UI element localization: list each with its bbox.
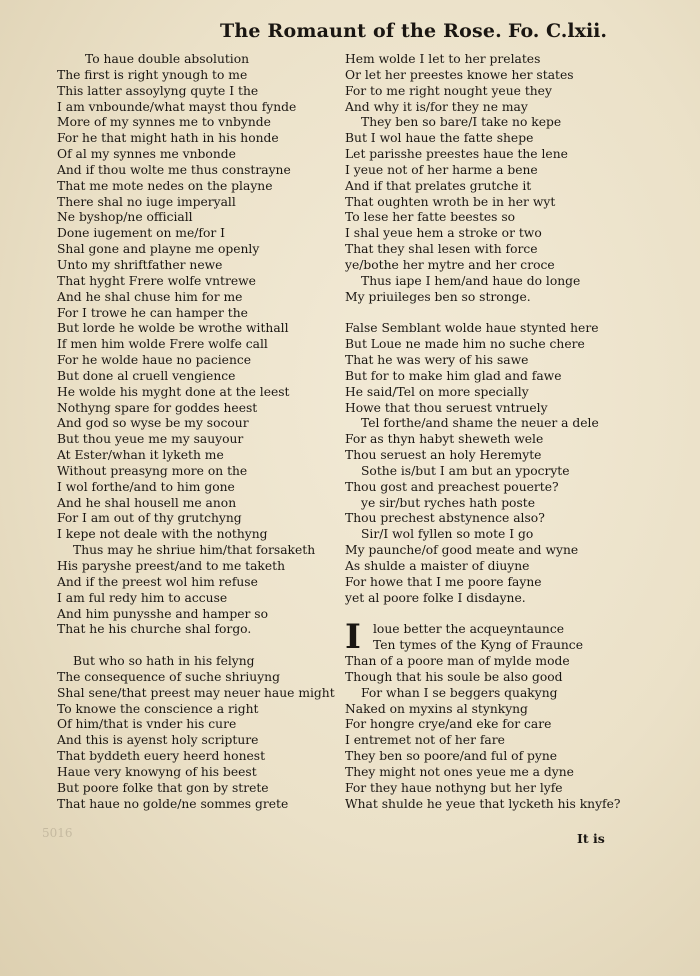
verse-line: And he shal chuse him for me	[57, 289, 243, 304]
verse-line: What shulde he yeue that lycketh his knyfe?	[345, 796, 621, 811]
verse-line: I am ful redy him to accuse	[57, 590, 228, 605]
verse-line: They might not ones yeue me a dyne	[345, 764, 574, 779]
verse-line: Sir/I wol fyllen so mote I go	[361, 527, 534, 542]
verse-line: For he wolde haue no pacience	[57, 353, 252, 368]
verse-line: Let parisshe preestes haue the lene	[345, 147, 568, 162]
verse-line: False Semblant wolde haue stynted here	[345, 321, 599, 336]
verse-line: Thou prechest abstynence also?	[345, 511, 545, 526]
verse-line: This latter assoylyng quyte I the	[57, 83, 259, 98]
verse-line: Shal sene/that preest may neuer haue might	[57, 685, 335, 700]
verse-line: I kepe not deale with the nothyng	[57, 527, 268, 542]
verse-line: But Loue ne made him no suche chere	[345, 337, 585, 352]
verse-line: Ne byshop/ne officiall	[57, 210, 193, 225]
verse-line: But poore folke that gon by strete	[57, 780, 269, 795]
verse-line: But thou yeue me my sauyour	[57, 432, 244, 447]
verse-line: Shal gone and playne me openly	[57, 242, 260, 257]
verse-line: But for to make him glad and fawe	[345, 368, 562, 383]
left-text-column	[57, 52, 335, 813]
verse-line: And if thou wolte me thus constrayne	[57, 162, 291, 177]
verse-line: Without preasyng more on the	[57, 463, 248, 478]
bleed-through-mark: 5016	[42, 826, 73, 840]
verse-line: As shulde a maister of diuyne	[345, 559, 530, 573]
verse-line: He said/Tel on more specially	[345, 384, 529, 399]
verse-line: For I am out of thy grutchyng	[57, 511, 242, 526]
verse-line: For hongre crye/and eke for care	[345, 717, 552, 732]
verse-line: There shal no iuge imperyall	[57, 194, 236, 209]
verse-line: To knowe the conscience a right	[57, 701, 259, 716]
verse-line: His paryshe preest/and to me taketh	[57, 559, 286, 573]
verse-line: But lorde he wolde be wrothe withall	[57, 321, 289, 336]
verse-line: The first is right ynough to me	[57, 67, 248, 82]
verse-line: Thus may he shriue him/that forsaketh	[73, 543, 316, 558]
verse-line: And him punysshe and hamper so	[57, 606, 268, 621]
verse-line: To haue double absolution	[85, 52, 250, 66]
verse-line: That oughten wroth be in her wyt	[345, 194, 556, 209]
verse-line: Thou gost and preachest pouerte?	[345, 479, 559, 494]
verse-line: I shal yeue hem a stroke or two	[345, 226, 542, 241]
verse-line: To lese her fatte beestes so	[345, 210, 516, 225]
verse-line: The consequence of suche shriuyng	[57, 669, 280, 684]
verse-line: Though that his soule be also good	[345, 669, 563, 684]
verse-line: And if the preest wol him refuse	[57, 574, 258, 589]
verse-line: That haue no golde/ne sommes grete	[57, 796, 289, 811]
verse-line: For they haue nothyng but her lyfe	[345, 780, 563, 795]
verse-line: Howe that thou seruest vntruely	[345, 400, 548, 415]
verse-line: I wol forthe/and to him gone	[57, 479, 235, 494]
verse-line: For whan I se beggers quakyng	[361, 685, 558, 700]
verse-line: But done al cruell vengience	[57, 368, 236, 383]
verse-line: Or let her preestes knowe her states	[345, 67, 574, 82]
verse-line: Ten tymes of the Kyng of Fraunce	[373, 638, 583, 653]
verse-line-remainder: loue better the acqueyntaunce	[373, 622, 565, 637]
stanza-gap	[345, 306, 613, 322]
verse-line: Nothyng spare for goddes heest	[57, 400, 258, 415]
verse-line: And god so wyse be my socour	[57, 416, 249, 431]
verse-line: If men him wolde Frere wolfe call	[57, 337, 268, 352]
verse-line: For to me right nought yeue they	[345, 83, 552, 98]
verse-line: Thou seruest an holy Heremyte	[345, 448, 542, 463]
verse-line: They ben so poore/and ful of pyne	[345, 749, 558, 764]
verse-line: Haue very knowyng of his beest	[57, 764, 257, 779]
verse-line: Done iugement on me/for I	[57, 226, 225, 241]
verse-line: Hem wolde I let to her prelates	[345, 52, 541, 66]
verse-line: Of him/that is vnder his cure	[57, 717, 237, 732]
verse-line: That he his churche shal forgo.	[57, 622, 252, 637]
verse-line: ye sir/but ryches hath poste	[361, 495, 535, 510]
verse-line: Thus iape I hem/and haue do longe	[361, 273, 581, 288]
verse-line: I entremet not of her fare	[345, 733, 505, 748]
verse-line: That me mote nedes on the playne	[57, 178, 273, 193]
verse-line: But I wol haue the fatte shepe	[345, 131, 534, 146]
verse-line: My priuileges ben so stronge.	[345, 289, 531, 304]
verse-line: Of al my synnes me vnbonde	[57, 147, 236, 162]
verse-line: yet al poore folke I disdayne.	[345, 590, 526, 605]
running-title: The Romaunt of the Rose.	[220, 20, 502, 42]
stanza-gap	[57, 638, 332, 654]
verse-line: And this is ayenst holy scripture	[57, 733, 259, 748]
verse-line: For howe that I me poore fayne	[345, 574, 542, 589]
verse-line: But who so hath in his felyng	[73, 654, 255, 669]
right-text-column	[345, 52, 621, 813]
verse-line: ye/bothe her mytre and her croce	[345, 257, 555, 272]
decorated-initial: I	[345, 617, 361, 658]
page-header	[210, 16, 610, 46]
verse-line: And why it is/for they ne may	[345, 99, 528, 114]
verse-line: Sothe is/but I am but an ypocryte	[361, 463, 570, 478]
verse-line: I am vnbounde/what mayst thou fynde	[57, 99, 297, 114]
verse-line: For as thyn habyt sheweth wele	[345, 432, 544, 447]
catchword: It is	[577, 831, 605, 846]
verse-line: That they shal lesen with force	[345, 242, 538, 257]
verse-line: He wolde his myght done at the leest	[57, 384, 290, 399]
verse-line: Than of a poore man of mylde mode	[345, 654, 570, 669]
verse-line: That hyght Frere wolfe vntrewe	[57, 273, 256, 288]
verse-line: And if that prelates grutche it	[345, 178, 532, 193]
verse-line: More of my synnes me to vnbynde	[57, 115, 271, 130]
verse-line: Tel forthe/and shame the neuer a dele	[361, 416, 599, 431]
folio-number: Fo. C.lxii.	[508, 20, 608, 42]
verse-line: I yeue not of her harme a bene	[345, 162, 538, 177]
verse-line: My paunche/of good meate and wyne	[345, 543, 579, 558]
verse-line: At Ester/whan it lyketh me	[57, 448, 224, 463]
verse-line: Naked on myxins al stynkyng	[345, 701, 528, 716]
verse-line: For he that might hath in his honde	[57, 131, 279, 146]
verse-line: Unto my shriftfather newe	[57, 257, 223, 272]
verse-line: They ben so bare/I take no kepe	[361, 115, 562, 130]
verse-line: That byddeth euery heerd honest	[57, 749, 266, 764]
verse-line: And he shal housell me anon	[57, 495, 237, 510]
verse-line: For I trowe he can hamper the	[57, 305, 248, 320]
stanza-gap	[345, 607, 613, 623]
verse-line: That he was wery of his sawe	[345, 353, 529, 368]
